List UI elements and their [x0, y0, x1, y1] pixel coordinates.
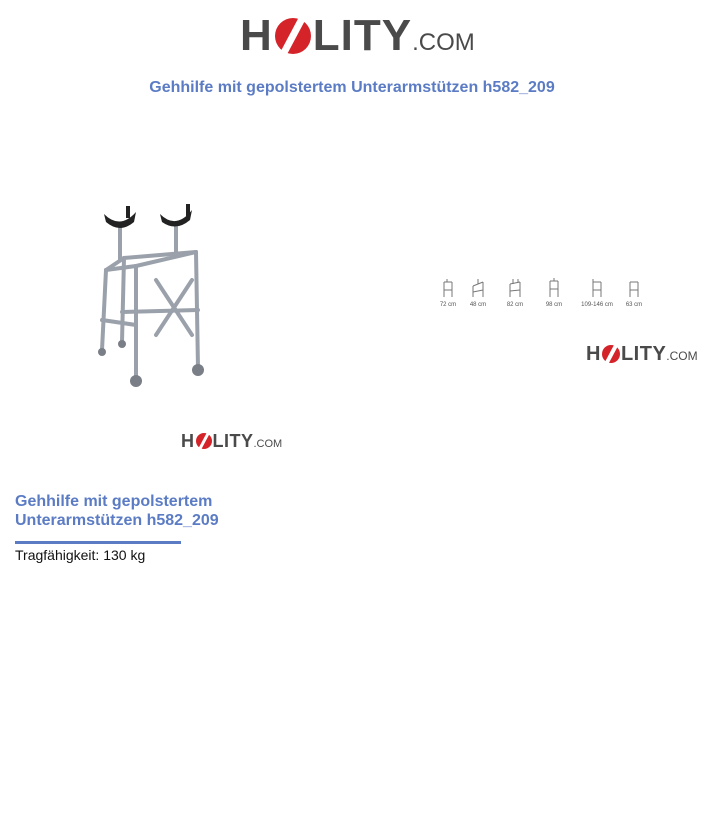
logo-letters: LITY [212, 431, 254, 451]
dimension-label: 109-146 cm [581, 302, 613, 308]
product-heading-line: Unterarmstützen h582_209 [15, 512, 219, 529]
product-heading [15, 492, 275, 530]
walker-outline-icon [471, 278, 485, 298]
logo-letter-h: H [586, 343, 601, 365]
logo-mark-icon [196, 433, 212, 449]
walker-product-image [80, 200, 220, 400]
load-capacity: Tragfähigkeit: 130 kg [15, 547, 146, 563]
logo-letter-h: H [240, 11, 273, 60]
dimension-item [577, 278, 617, 308]
logo-letter-h: H [181, 431, 195, 451]
logo-mark-icon [275, 18, 311, 54]
holity-logo[interactable] [240, 11, 475, 60]
heading-divider [15, 541, 181, 544]
product-heading-line: Gehhilfe mit gepolstertem [15, 493, 213, 510]
walker-outline-icon [547, 278, 561, 298]
logo-suffix: .COM [412, 29, 475, 56]
holity-logo-small [586, 344, 698, 364]
logo-mark-icon [602, 345, 620, 363]
holity-logo-small [181, 432, 282, 450]
logo-suffix: .COM [666, 349, 698, 363]
logo-letters: LITY [312, 11, 413, 60]
walker-outline-icon [441, 278, 455, 298]
dimension-item [614, 278, 654, 308]
dimension-item [534, 278, 574, 308]
page-title: Gehhilfe mit gepolstertem Unterarmstützen h582_209 [149, 79, 555, 96]
dimensions-diagram [432, 278, 652, 318]
walker-outline-icon [627, 278, 641, 298]
dimension-item [495, 278, 535, 308]
dimension-label: 63 cm [625, 302, 643, 308]
logo-letters: LITY [620, 343, 667, 365]
dimension-label: 72 cm [439, 302, 457, 308]
walker-outline-icon [590, 278, 604, 298]
walker-outline-icon [508, 278, 522, 298]
dimension-label: 98 cm [545, 302, 563, 308]
dimension-label: 82 cm [506, 302, 524, 308]
dimension-label: 48 cm [469, 302, 487, 308]
logo-suffix: .COM [253, 438, 283, 450]
dimension-item [458, 278, 498, 308]
